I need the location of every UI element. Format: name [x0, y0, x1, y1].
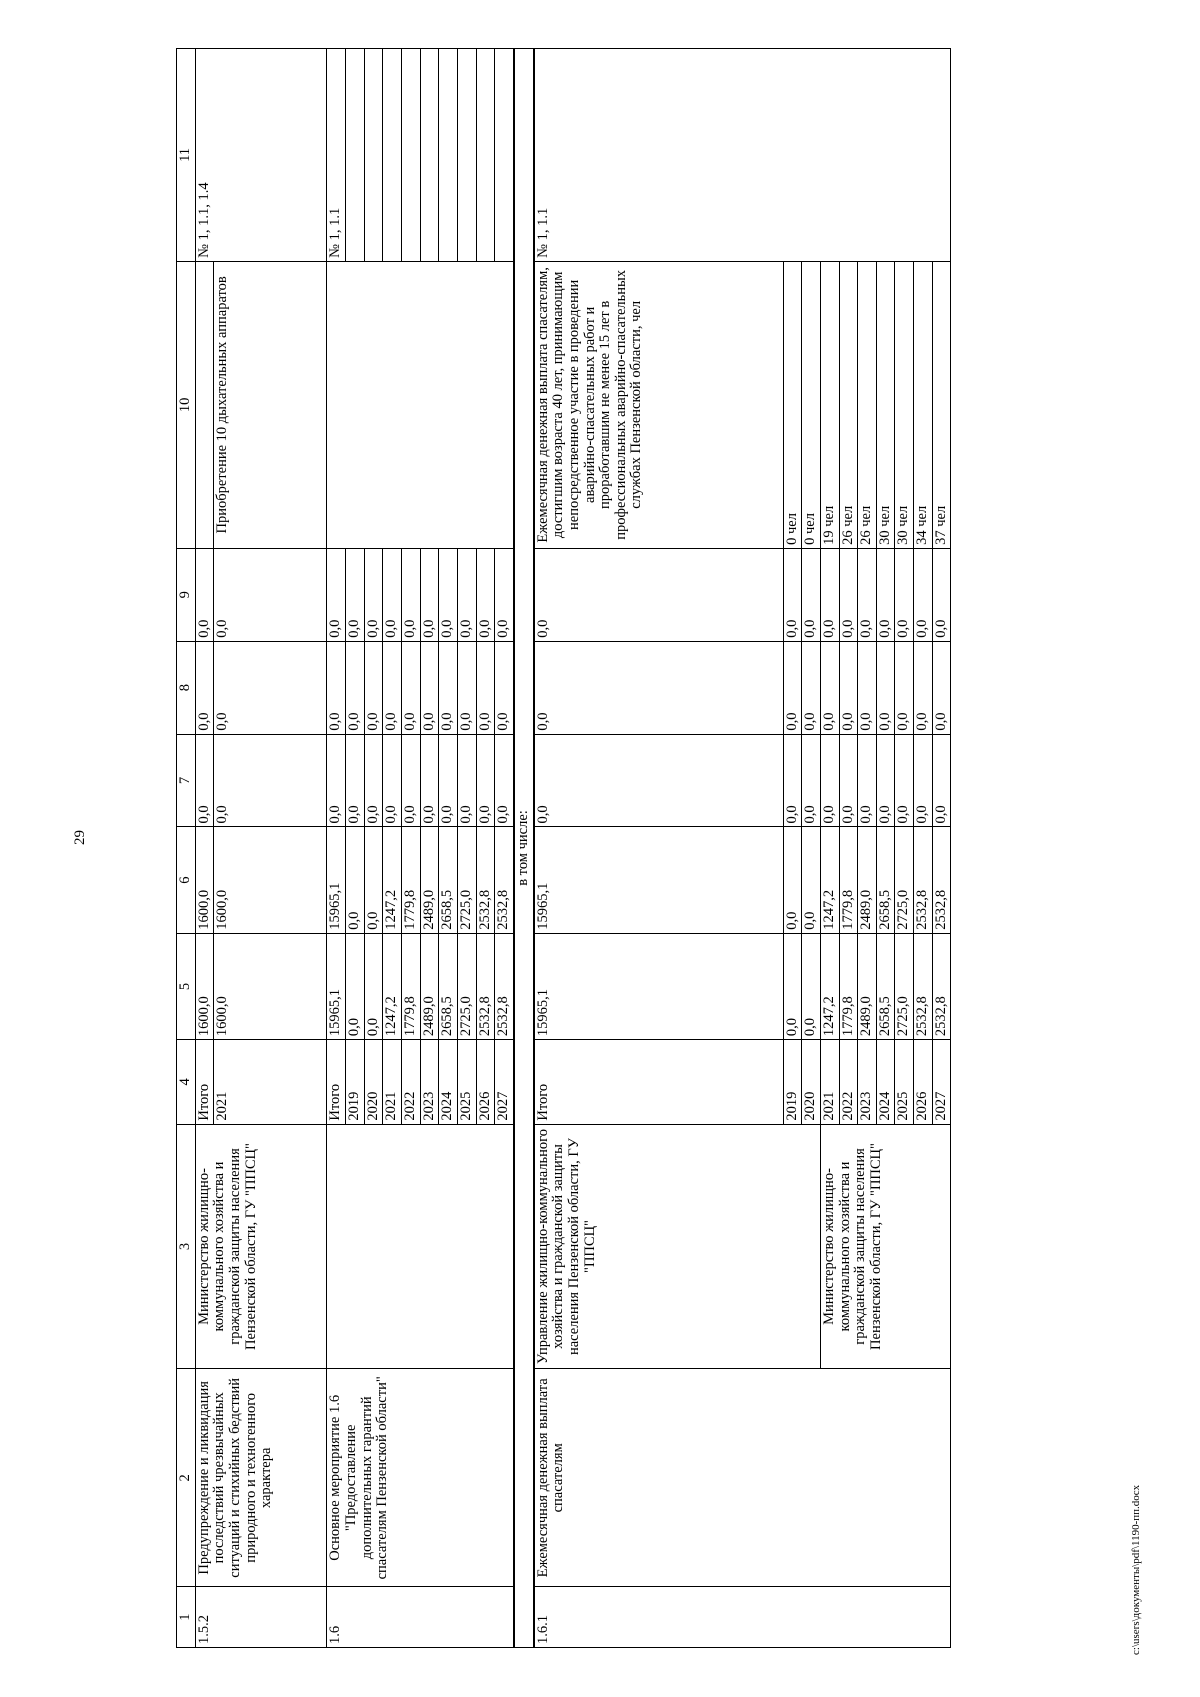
value-cell: 0,0 — [783, 734, 802, 827]
indicator-cell: 26 чел — [858, 261, 877, 548]
value-cell: 0,0 — [783, 827, 802, 933]
year-cell: 2019 — [345, 1040, 364, 1124]
value-cell: 2489,0 — [420, 933, 439, 1039]
value-cell: 2532,8 — [476, 827, 495, 933]
value-cell: 0,0 — [345, 827, 364, 933]
indicator-cell — [327, 261, 514, 548]
table-row — [534, 49, 784, 1648]
header-cell: 3 — [177, 1124, 196, 1369]
section-1-6 — [327, 49, 514, 1648]
indicator-cell: Приобретение 10 дыхательных аппаратов — [214, 261, 327, 548]
value-cell: 0,0 — [364, 827, 383, 933]
value-cell: 1247,2 — [820, 933, 839, 1039]
value-cell: 1779,8 — [839, 933, 858, 1039]
row-number: 1.6 — [327, 1587, 514, 1648]
note-cell — [476, 49, 495, 262]
value-cell: 1600,0 — [195, 827, 214, 933]
year-cell: 2020 — [364, 1040, 383, 1124]
indicator-cell: 30 чел — [895, 261, 914, 548]
value-cell: 0,0 — [802, 734, 821, 827]
value-cell: 0,0 — [401, 641, 420, 734]
value-cell: 0,0 — [914, 641, 933, 734]
year-cell: 2021 — [383, 1040, 402, 1124]
table-row — [327, 49, 346, 1648]
note-cell — [495, 49, 514, 262]
value-cell: 2489,0 — [858, 827, 877, 933]
section-1-5-2 — [195, 49, 327, 1648]
value-cell: 0,0 — [383, 734, 402, 827]
header-cell: 8 — [177, 641, 196, 734]
year-cell: Итого — [327, 1040, 346, 1124]
year-cell: 2027 — [495, 1040, 514, 1124]
value-cell: 0,0 — [914, 548, 933, 641]
value-cell: 2532,8 — [932, 827, 951, 933]
note-cell — [364, 49, 383, 262]
value-cell: 0,0 — [839, 734, 858, 827]
value-cell: 1247,2 — [820, 827, 839, 933]
value-cell: 0,0 — [439, 641, 458, 734]
executor: Министерство жилищно-коммунального хозяйства и гражданской защиты населения Пензенской области, ГУ "ППСЦ" — [820, 1124, 951, 1369]
year-cell: Итого — [195, 1040, 214, 1124]
value-cell: 0,0 — [214, 548, 327, 641]
value-cell: 2725,0 — [457, 827, 476, 933]
value-cell: 0,0 — [439, 548, 458, 641]
header-row — [177, 49, 196, 1648]
executor — [327, 1124, 514, 1369]
activity-name: Предупреждение и ликвидация последствий чрезвычайных ситуаций и стихийных бедствий природного и техногенного характера — [195, 1369, 327, 1587]
value-cell: 2532,8 — [495, 933, 514, 1039]
value-cell: 0,0 — [401, 734, 420, 827]
value-cell: 0,0 — [802, 827, 821, 933]
value-cell: 0,0 — [345, 641, 364, 734]
value-cell: 0,0 — [932, 548, 951, 641]
value-cell: 2658,5 — [876, 827, 895, 933]
value-cell: 0,0 — [876, 641, 895, 734]
value-cell: 0,0 — [495, 734, 514, 827]
executor: Управление жилищно-коммунального хозяйства и гражданской защиты населения Пензенской области, ГУ "ППСЦ" — [534, 1124, 821, 1369]
header-cell: 6 — [177, 827, 196, 933]
row-number: 1.6.1 — [534, 1587, 951, 1648]
value-cell: 15965,1 — [534, 827, 784, 933]
value-cell: 0,0 — [420, 641, 439, 734]
year-cell: 2023 — [858, 1040, 877, 1124]
value-cell: 2489,0 — [858, 933, 877, 1039]
value-cell: 0,0 — [345, 734, 364, 827]
note-cell — [401, 49, 420, 262]
year-cell: 2019 — [783, 1040, 802, 1124]
year-cell: 2025 — [457, 1040, 476, 1124]
activity-name: Основное мероприятие 1.6 "Предоставление дополнительных гарантий спасателям Пензенской области" — [327, 1369, 514, 1587]
value-cell: 0,0 — [858, 734, 877, 827]
value-cell: 0,0 — [420, 548, 439, 641]
row-number: 1.5.2 — [195, 1587, 327, 1648]
value-cell: 15965,1 — [327, 933, 346, 1039]
value-cell: 0,0 — [457, 641, 476, 734]
value-cell: 0,0 — [820, 641, 839, 734]
value-cell: 0,0 — [327, 734, 346, 827]
year-cell: 2025 — [895, 1040, 914, 1124]
value-cell: 0,0 — [876, 548, 895, 641]
value-cell: 2725,0 — [895, 827, 914, 933]
header-cell: 2 — [177, 1369, 196, 1587]
value-cell: 0,0 — [495, 641, 514, 734]
rotated-table-container — [176, 48, 1076, 1648]
year-cell: 2022 — [839, 1040, 858, 1124]
value-cell: 0,0 — [364, 734, 383, 827]
header-cell: 1 — [177, 1587, 196, 1648]
table-row — [514, 49, 534, 1648]
activity-name: Ежемесячная денежная выплата спасателям — [534, 1369, 951, 1587]
value-cell: 2489,0 — [420, 827, 439, 933]
value-cell: 15965,1 — [327, 827, 346, 933]
value-cell: 0,0 — [476, 734, 495, 827]
year-cell: 2023 — [420, 1040, 439, 1124]
value-cell: 0,0 — [214, 641, 327, 734]
value-cell: 0,0 — [876, 734, 895, 827]
header-cell: 4 — [177, 1040, 196, 1124]
value-cell: 2658,5 — [439, 827, 458, 933]
value-cell: 2532,8 — [476, 933, 495, 1039]
value-cell: 0,0 — [420, 734, 439, 827]
value-cell: 0,0 — [839, 641, 858, 734]
value-cell: 0,0 — [383, 548, 402, 641]
value-cell: 0,0 — [195, 734, 214, 827]
value-cell: 0,0 — [439, 734, 458, 827]
value-cell: 0,0 — [858, 548, 877, 641]
executor: Министерство жилищно-коммунального хозяйства и гражданской защиты населения Пензенской области, ГУ "ППСЦ" — [195, 1124, 327, 1369]
indicator-cell: 0 чел — [802, 261, 821, 548]
value-cell: 0,0 — [383, 641, 402, 734]
value-cell: 0,0 — [364, 933, 383, 1039]
value-cell: 0,0 — [345, 933, 364, 1039]
value-cell: 0,0 — [895, 548, 914, 641]
value-cell: 0,0 — [364, 641, 383, 734]
value-cell: 0,0 — [534, 641, 784, 734]
value-cell: 0,0 — [195, 641, 214, 734]
value-cell: 0,0 — [932, 641, 951, 734]
value-cell: 1600,0 — [214, 827, 327, 933]
value-cell: 2532,8 — [932, 933, 951, 1039]
value-cell: 0,0 — [457, 734, 476, 827]
value-cell: 0,0 — [534, 734, 784, 827]
value-cell: 0,0 — [895, 641, 914, 734]
year-cell: Итого — [534, 1040, 784, 1124]
value-cell: 2725,0 — [457, 933, 476, 1039]
note-cell — [420, 49, 439, 262]
value-cell: 1779,8 — [401, 827, 420, 933]
value-cell: 0,0 — [495, 548, 514, 641]
table-row — [195, 49, 214, 1648]
value-cell: 15965,1 — [534, 933, 784, 1039]
year-cell: 2024 — [876, 1040, 895, 1124]
value-cell: 1600,0 — [214, 933, 327, 1039]
value-cell: 0,0 — [327, 641, 346, 734]
indicator-cell: Ежемесячная денежная выплата спасателям, достигшим возраста 40 лет, принимающим непосредственное участие в проведении аварийно-спасательных работ и проработавшим не менее 15 лет в профессиональных аварийно-спасательных службах Пензенской области, чел — [534, 261, 784, 548]
value-cell: 0,0 — [476, 641, 495, 734]
year-cell: 2021 — [214, 1040, 327, 1124]
program-table — [176, 48, 951, 1648]
header-cell: 7 — [177, 734, 196, 827]
value-cell: 0,0 — [457, 548, 476, 641]
value-cell: 0,0 — [802, 548, 821, 641]
section-1-6-1 — [534, 49, 951, 1648]
value-cell: 1600,0 — [195, 933, 214, 1039]
header-cell: 9 — [177, 548, 196, 641]
value-cell: 0,0 — [401, 548, 420, 641]
value-cell: 0,0 — [364, 548, 383, 641]
value-cell: 2658,5 — [439, 933, 458, 1039]
year-cell: 2021 — [820, 1040, 839, 1124]
value-cell: 2532,8 — [495, 827, 514, 933]
year-cell: 2024 — [439, 1040, 458, 1124]
year-cell: 2026 — [914, 1040, 933, 1124]
value-cell: 0,0 — [820, 548, 839, 641]
note-cell — [345, 49, 364, 262]
indicator-cell — [195, 261, 214, 548]
note-cell: № 1, 1.1, 1.4 — [195, 49, 327, 262]
value-cell: 0,0 — [914, 734, 933, 827]
indicator-cell: 26 чел — [839, 261, 858, 548]
value-cell: 2532,8 — [914, 827, 933, 933]
value-cell: 0,0 — [820, 734, 839, 827]
year-cell: 2020 — [802, 1040, 821, 1124]
value-cell: 0,0 — [345, 548, 364, 641]
value-cell: 0,0 — [195, 548, 214, 641]
value-cell: 0,0 — [895, 734, 914, 827]
header-cell: 11 — [177, 49, 196, 262]
value-cell: 1247,2 — [383, 827, 402, 933]
indicator-cell: 19 чел — [820, 261, 839, 548]
value-cell: 0,0 — [783, 641, 802, 734]
note-cell: № 1, 1.1 — [534, 49, 951, 262]
page-number: 29 — [72, 830, 88, 845]
note-cell — [457, 49, 476, 262]
section-separator — [514, 49, 534, 1648]
note-cell — [383, 49, 402, 262]
year-cell: 2026 — [476, 1040, 495, 1124]
value-cell: 0,0 — [802, 933, 821, 1039]
indicator-cell: 0 чел — [783, 261, 802, 548]
value-cell: 2658,5 — [876, 933, 895, 1039]
year-cell: 2022 — [401, 1040, 420, 1124]
value-cell: 1779,8 — [401, 933, 420, 1039]
year-cell: 2027 — [932, 1040, 951, 1124]
note-cell — [439, 49, 458, 262]
v-tom-chisle-row: в том числе: — [514, 49, 534, 1648]
value-cell: 1779,8 — [839, 827, 858, 933]
value-cell: 0,0 — [802, 641, 821, 734]
indicator-cell: 37 чел — [932, 261, 951, 548]
value-cell: 2725,0 — [895, 933, 914, 1039]
header-cell: 10 — [177, 261, 196, 548]
footer-path: c:\users\документы\pdf\1190-пп.docx — [1130, 1484, 1142, 1655]
note-cell: № 1, 1.1 — [327, 49, 346, 262]
value-cell: 2532,8 — [914, 933, 933, 1039]
indicator-cell: 30 чел — [876, 261, 895, 548]
value-cell: 0,0 — [534, 548, 784, 641]
value-cell: 0,0 — [783, 933, 802, 1039]
value-cell: 0,0 — [476, 548, 495, 641]
value-cell: 0,0 — [839, 548, 858, 641]
indicator-cell: 34 чел — [914, 261, 933, 548]
value-cell: 0,0 — [932, 734, 951, 827]
header-cell: 5 — [177, 933, 196, 1039]
value-cell: 0,0 — [858, 641, 877, 734]
value-cell: 1247,2 — [383, 933, 402, 1039]
value-cell: 0,0 — [214, 734, 327, 827]
value-cell: 0,0 — [327, 548, 346, 641]
value-cell: 0,0 — [783, 548, 802, 641]
